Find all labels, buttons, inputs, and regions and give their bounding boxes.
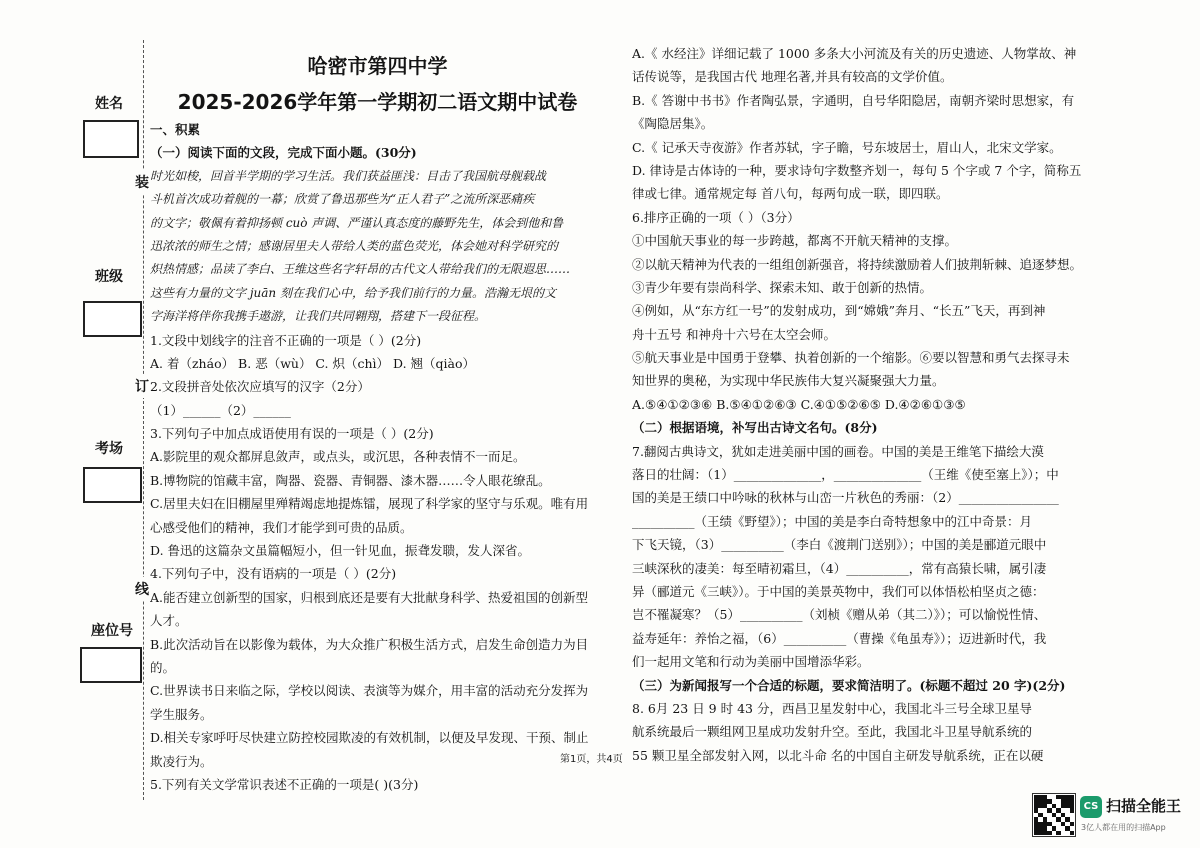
text-line: B.此次活动旨在以影像为载体，为大众推广积极生活方式，启发生命创造力为目 — [150, 636, 589, 652]
name-label: 姓名 — [95, 96, 123, 112]
text-line: A.能否建立创新型的国家，归根到底还是要有大批献身科学、热爱祖国的创新型 — [150, 589, 589, 605]
text-line: C.居里夫妇在旧棚屋里殚精竭虑地提炼镭，展现了科学家的坚守与乐观。唯有用 — [150, 496, 589, 512]
text-line: 6.排序正确的一项（ ）（3分） — [632, 209, 800, 225]
watermark-name: 扫描全能王 — [1106, 797, 1182, 815]
text-line: 航系统最后一颗组网卫星成功发射升空。至此，我国北斗卫星导航系统的 — [632, 724, 1033, 740]
text-line: （1）______（2）______ — [150, 402, 291, 418]
name-box[interactable] — [83, 120, 139, 158]
text-line: 话传说等，是我国古代 地理名著,并具有较高的文学价值。 — [632, 69, 953, 85]
text-line: 4.下列句子中，没有语病的一项是（ ）(2分) — [150, 566, 397, 582]
text-line: 欺凌行为。 — [150, 753, 213, 769]
exam-room-box[interactable] — [83, 467, 142, 503]
text-line: ①中国航天事业的每一步跨越，都离不开航天精神的支撑。 — [632, 233, 958, 249]
text-line: 2.文段拼音处依次应填写的汉字（2分） — [150, 379, 370, 395]
text-line: 一、积累 — [150, 122, 201, 137]
text-line: 下飞天镜，（3）__________（李白《渡荆门送别》）；中国的美是郦道元眼中 — [632, 537, 1047, 553]
text-line: A.影院里的观众都屏息敛声，或点头，或沉思，各种表情不一而足。 — [150, 449, 526, 465]
text-line: 3.下列句子中加点成语使用有误的一项是（ ）(2分) — [150, 426, 434, 442]
text-line: 的。 — [150, 659, 176, 675]
text-line: 斗机首次成功着舰的一幕；欣赏了鲁迅那些为“正人君子”之流所深恶痛疾 — [150, 192, 535, 207]
qr-cell — [1070, 822, 1074, 826]
text-line: 异（郦道元《三峡》）。于中国的美景英物中，我们可以体悟松柏坚贞之德： — [632, 583, 1045, 599]
watermark-subtitle: 3亿人都在用的扫描App — [1081, 823, 1166, 832]
text-line: 炽热情感；品读了李白、王维这些名字轩昂的古代文人带给我们的无限遐思…… — [150, 262, 571, 277]
text-line: D. 鲁迅的这篇杂文虽篇幅短小，但一针见血，振聋发聩，发人深省。 — [150, 543, 531, 559]
text-line: 学生服务。 — [150, 706, 213, 722]
text-line: C.世界读书日来临之际，学校以阅读、表演等为媒介，用丰富的活动充分发挥为 — [150, 683, 589, 699]
text-line: 国的美是王绩口中吟咏的秋林与山峦一片秋色的秀丽：（2）________________ — [632, 490, 1059, 506]
qr-cell — [1056, 831, 1060, 835]
binding-char-zhuang: 装 — [135, 170, 149, 194]
binding-dashed-line — [143, 40, 144, 800]
text-line: 这些有力量的文字 juān 刻在我们心中，给予我们前行的力量。浩瀚无垠的文 — [150, 285, 556, 300]
text-line: 8. 6月 23 日 9 时 43 分，西昌卫星发射中心，我国北斗三号全球卫星导 — [632, 700, 1032, 716]
text-line: 的文字；敬佩有着抑扬顿 cuò 声调、严谨认真态度的藤野先生，体会到他和鲁 — [150, 215, 564, 230]
qr-cell — [1070, 808, 1074, 812]
text-line: __________（王绩《野望》）；中国的美是李白奇特想象中的江中奇景：月 — [632, 513, 1033, 529]
text-line: 落日的壮阔：（1）______________，______________（王维《使至塞上》）；中 — [632, 467, 1059, 483]
school-name: 哈密市第四中学 — [307, 54, 448, 78]
text-line: 55 颗卫星全部发射入网，以北斗命 名的中国自主研发导航系统，正在以硬 — [632, 747, 1044, 763]
exam-title: 2025-2026学年第一学期初二语文期中试卷 — [177, 90, 578, 114]
text-line: B.博物院的馆藏丰富，陶器、瓷器、青铜器、漆木器……令人眼花缭乱。 — [150, 472, 551, 488]
text-line: 们一起用文笔和行动为美丽中国增添华彩。 — [632, 654, 870, 670]
text-line: A.⑤④①②③⑥ B.⑤④①②⑥③ C.④①⑤②⑥⑤ D.④②⑥①③⑤ — [632, 396, 966, 412]
qr-code-icon — [1032, 793, 1076, 837]
class-box[interactable] — [83, 301, 142, 337]
text-line: 5.下列有关文学常识表述不正确的一项是( )(3分) — [150, 776, 419, 792]
text-line: 益寿延年：养怡之福，（6）__________（曹操《龟虽寿》）；迈进新时代，我 — [632, 630, 1047, 646]
text-line: A. 着（zháo） B. 恶（wù） C. 炽（chì） D. 翘（qiào） — [150, 355, 476, 371]
binding-char-ding: 订 — [135, 374, 149, 398]
camscanner-logo-icon: CS — [1080, 796, 1102, 818]
text-line: D.相关专家呼吁尽快建立防控校园欺凌的有效机制，以便及早发现、干预、制止 — [150, 730, 589, 746]
text-line: ②以航天精神为代表的一组组创新强音，将持续激励着人们披荆斩棘、追逐梦想。 — [632, 256, 1083, 272]
text-line: 律或七律。通常规定每 首八句，每两句成一联，即四联。 — [632, 186, 949, 202]
text-line: B.《 答谢中书书》作者陶弘景，字通明，自号华阳隐居，南朝齐梁时思想家，有 — [632, 92, 1075, 108]
text-line: ⑤航天事业是中国勇于登攀、执着创新的一个缩影。⑥要以智慧和勇气去探寻未 — [632, 350, 1070, 366]
qr-cell — [1070, 831, 1074, 835]
text-line: C.《 记承天寺夜游》作者苏轼，字子瞻，号东坡居士，眉山人，北宋文学家。 — [632, 139, 1062, 155]
left-question-column — [150, 118, 605, 796]
text-line: 字海洋将伴你我携手遨游，让我们共同翱翔，搭建下一段征程。 — [150, 309, 487, 324]
text-line: 7.翻阅古典诗文，犹如走进美丽中国的画卷。中国的美是王维笔下描绘大漠 — [632, 443, 1044, 459]
text-line: 知世界的奥秘，为实现中华民族伟大复兴凝聚强大力量。 — [632, 373, 945, 389]
text-line: 岂不罹凝寒？（5）__________（刘桢《赠从弟（其二）》）；可以愉悦性情、 — [632, 607, 1047, 623]
text-line: ③青少年要有崇尚科学、探索未知、敢于创新的热情。 — [632, 279, 933, 295]
text-line: 1.文段中划线字的注音不正确的一项是（ ）(2分) — [150, 332, 422, 348]
text-line: （三）为新闻报写一个合适的标题，要求简洁明了。(标题不超过 20 字)(2分) — [632, 677, 1066, 693]
text-line: 迅浓浓的师生之情；感谢居里夫人带给人类的蓝色荧光，体会她对科学研究的 — [150, 238, 559, 253]
exam-room-label: 考场 — [95, 441, 123, 457]
text-line: ④例如，从“东方红一号”的发射成功，到“嫦娥”奔月、“长五”飞天，再到神 — [632, 303, 1046, 319]
text-line: 心感受他们的精神，我们才能学到可贵的品质。 — [150, 519, 413, 535]
text-line: 《陶隐居集》。 — [632, 116, 714, 132]
seat-number-label: 座位号 — [91, 623, 133, 639]
text-line: 舟十五号 和神舟十六号在太空会师。 — [632, 326, 836, 342]
seat-number-box[interactable] — [80, 647, 142, 683]
text-line: 三峡深秋的凄美：每至晴初霜旦，（4）__________，常有高猿长啸，属引凄 — [632, 560, 1047, 576]
text-line: （一）阅读下面的文段，完成下面小题。(30分) — [150, 145, 417, 161]
right-question-column — [632, 42, 1177, 767]
text-line: 时光如梭，回首半学期的学习生活。我们获益匪浅：目击了我国航母舰载战 — [150, 168, 547, 183]
text-line: 人才。 — [150, 613, 188, 629]
text-line: （二）根据语境，补写出古诗文名句。(8分) — [632, 420, 878, 436]
page-number: 第1页，共4页 — [560, 754, 623, 765]
class-label: 班级 — [95, 269, 123, 285]
qr-cell — [1047, 831, 1051, 835]
text-line: A.《 水经注》详细记载了 1000 多条大小河流及有关的历史遗迹、人物掌故、神 — [632, 46, 1077, 61]
binding-char-xian: 线 — [135, 577, 149, 601]
text-line: D. 律诗是古体诗的一种，要求诗句字数整齐划一，每句 5 个字或 7 个字，简称五 — [632, 162, 1082, 178]
